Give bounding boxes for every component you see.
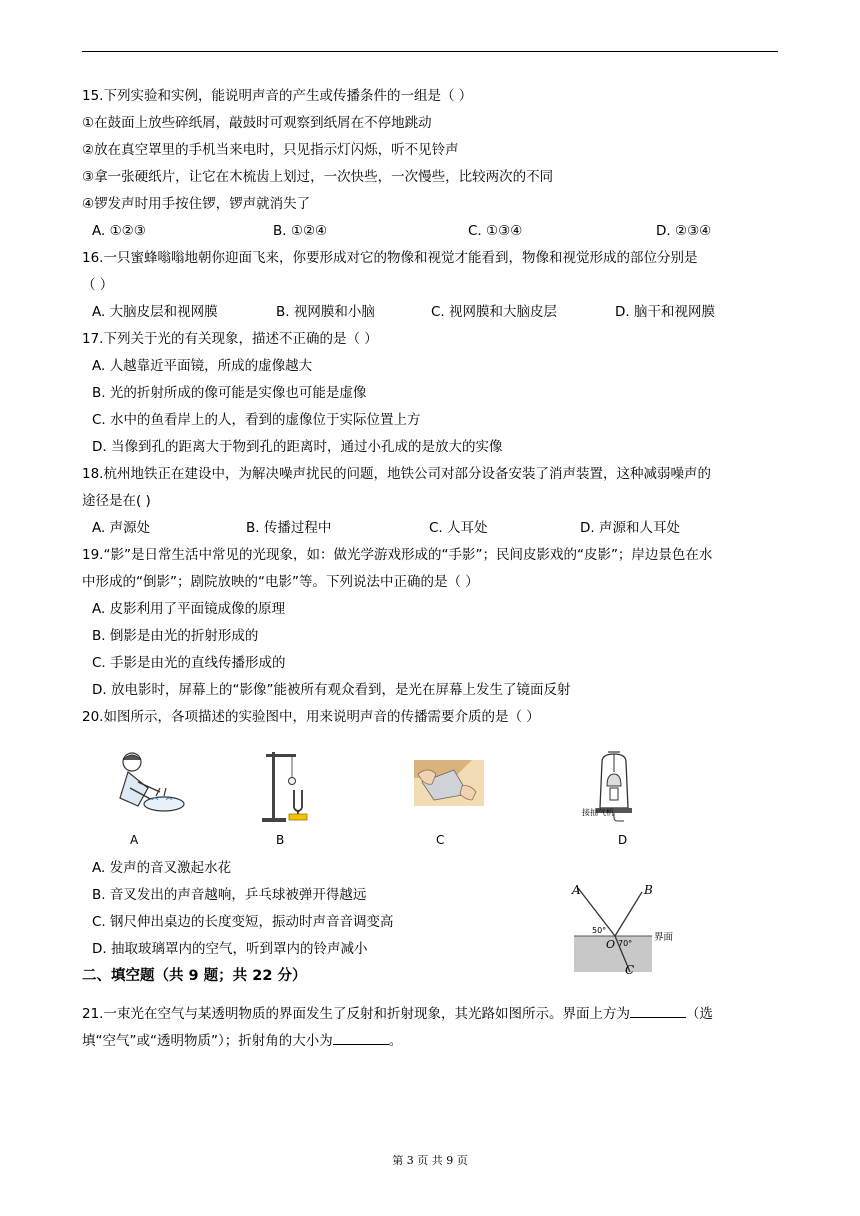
q21-blank-2[interactable] [333,1030,389,1045]
q15-option-a: A. ①②③ [92,223,146,239]
q19-option-d: D. 放电影时，屏幕上的“影像”能被所有观众看到，是光在屏幕上发生了镜面反射 [92,682,571,698]
q17-stem: 17.下列关于光的有关现象，描述不正确的是（ ） [82,331,378,347]
figure-a-label: A [130,833,139,847]
q16-option-d: D. 脑干和视网膜 [615,304,715,320]
q21-blank-1[interactable] [630,1003,686,1018]
q20-option-c: C. 钢尺伸出桌边的长度变短，振动时声音音调变高 [92,914,394,930]
q18-stem: 18.杭州地铁正在建设中，为解决噪声扰民的问题，地铁公司对部分设备安装了消声装置，这种减弱噪声的 [82,466,711,482]
q15-item-2: ②放在真空罩里的手机当来电时，只见指示灯闪烁，听不见铃声 [82,142,459,158]
page-footer: 第 3 页 共 9 页 [392,1154,468,1167]
figure-c-label: C [436,833,445,847]
q17-option-d: D. 当像到孔的距离大于物到孔的距离时，通过小孔成的是放大的实像 [92,439,503,455]
q18-option-c: C. 人耳处 [429,520,488,536]
ray-c-label: C [625,963,635,977]
q18-stem-continued: 途径是在( ) [82,493,151,509]
header-rule [82,51,778,52]
q16-stem-continued: （ ） [82,277,114,293]
q21-stem-part-b: （选 [685,1006,713,1022]
angle-70-label: 70° [618,939,633,948]
q19-option-a: A. 皮影利用了平面镜成像的原理 [92,601,286,617]
figure-b-illustration [256,748,320,824]
q19-option-b: B. 倒影是由光的折射形成的 [92,628,259,644]
q17-option-c: C. 水中的鱼看岸上的人，看到的虚像位于实际位置上方 [92,412,421,428]
q18-option-b: B. 传播过程中 [246,520,332,536]
q15-option-d: D. ②③④ [656,223,712,239]
q20-option-a: A. 发声的音叉激起水花 [92,860,232,876]
ray-b-label: B [644,883,653,897]
q21-stem-continued [82,1030,402,1051]
q19-stem-continued: 中形成的“倒影”；剧院放映的“电影”等。下列说法中正确的是（ ） [82,574,479,590]
q21-stem2-part-a: 填“空气”或“透明物质”）；折射角的大小为 [82,1033,333,1049]
q17-option-b: B. 光的折射所成的像可能是实像也可能是虚像 [92,385,367,401]
section-2-heading: 二、填空题（共 9 题；共 22 分） [82,968,307,984]
interface-label: 界面 [654,932,674,943]
figure-b-label: B [276,833,285,847]
q16-option-a: A. 大脑皮层和视网膜 [92,304,218,320]
q15-option-b: B. ①②④ [273,223,328,239]
q20-option-d: D. 抽取玻璃罩内的空气，听到罩内的铃声减小 [92,941,368,957]
q16-option-b: B. 视网膜和小脑 [276,304,375,320]
q21-stem [82,1003,713,1024]
figure-a-illustration [108,748,188,820]
q20-stem: 20.如图所示，各项描述的实验图中，用来说明声音的传播需要介质的是（ ） [82,709,540,725]
ray-a-label: A [572,883,581,897]
figure-d-label: D [618,833,628,847]
figure-d-pump-label: 接抽气机 [582,808,614,817]
q15-item-1: ①在鼓面上放些碎纸屑，敲鼓时可观察到纸屑在不停地跳动 [82,115,432,131]
q15-item-4: ④锣发声时用手按住锣，锣声就消失了 [82,196,311,212]
light-path-diagram [556,880,676,976]
point-o-label: O [606,938,616,951]
q15-item-3: ③拿一张硬纸片，让它在木梳齿上划过，一次快些，一次慢些，比较两次的不同 [82,169,554,185]
q19-option-c: C. 手影是由光的直线传播形成的 [92,655,286,671]
q15-option-c: C. ①③④ [468,223,523,239]
q19-stem: 19.“影”是日常生活中常见的光现象，如：做光学游戏形成的“手影”；民间皮影戏的“皮影”；岸边景色在水 [82,547,713,563]
q16-stem: 16.一只蜜蜂嗡嗡地朝你迎面飞来，你要形成对它的物像和视觉才能看到，物像和视觉形成的部位分别是 [82,250,698,266]
q21-stem2-part-b: 。 [388,1033,403,1049]
figure-c-illustration [414,760,484,810]
q16-option-c: C. 视网膜和大脑皮层 [431,304,558,320]
q18-option-a: A. 声源处 [92,520,151,536]
q17-option-a: A. 人越靠近平面镜，所成的虚像越大 [92,358,313,374]
q15-stem: 15.下列实验和实例，能说明声音的产生或传播条件的一组是（ ） [82,88,473,104]
q18-option-d: D. 声源和人耳处 [580,520,680,536]
q20-option-b: B. 音叉发出的声音越响，乒乓球被弹开得越远 [92,887,367,903]
angle-50-label: 50° [592,926,607,935]
q21-stem-part-a: 21.一束光在空气与某透明物质的界面发生了反射和折射现象，其光路如图所示。界面上方为 [82,1006,630,1022]
